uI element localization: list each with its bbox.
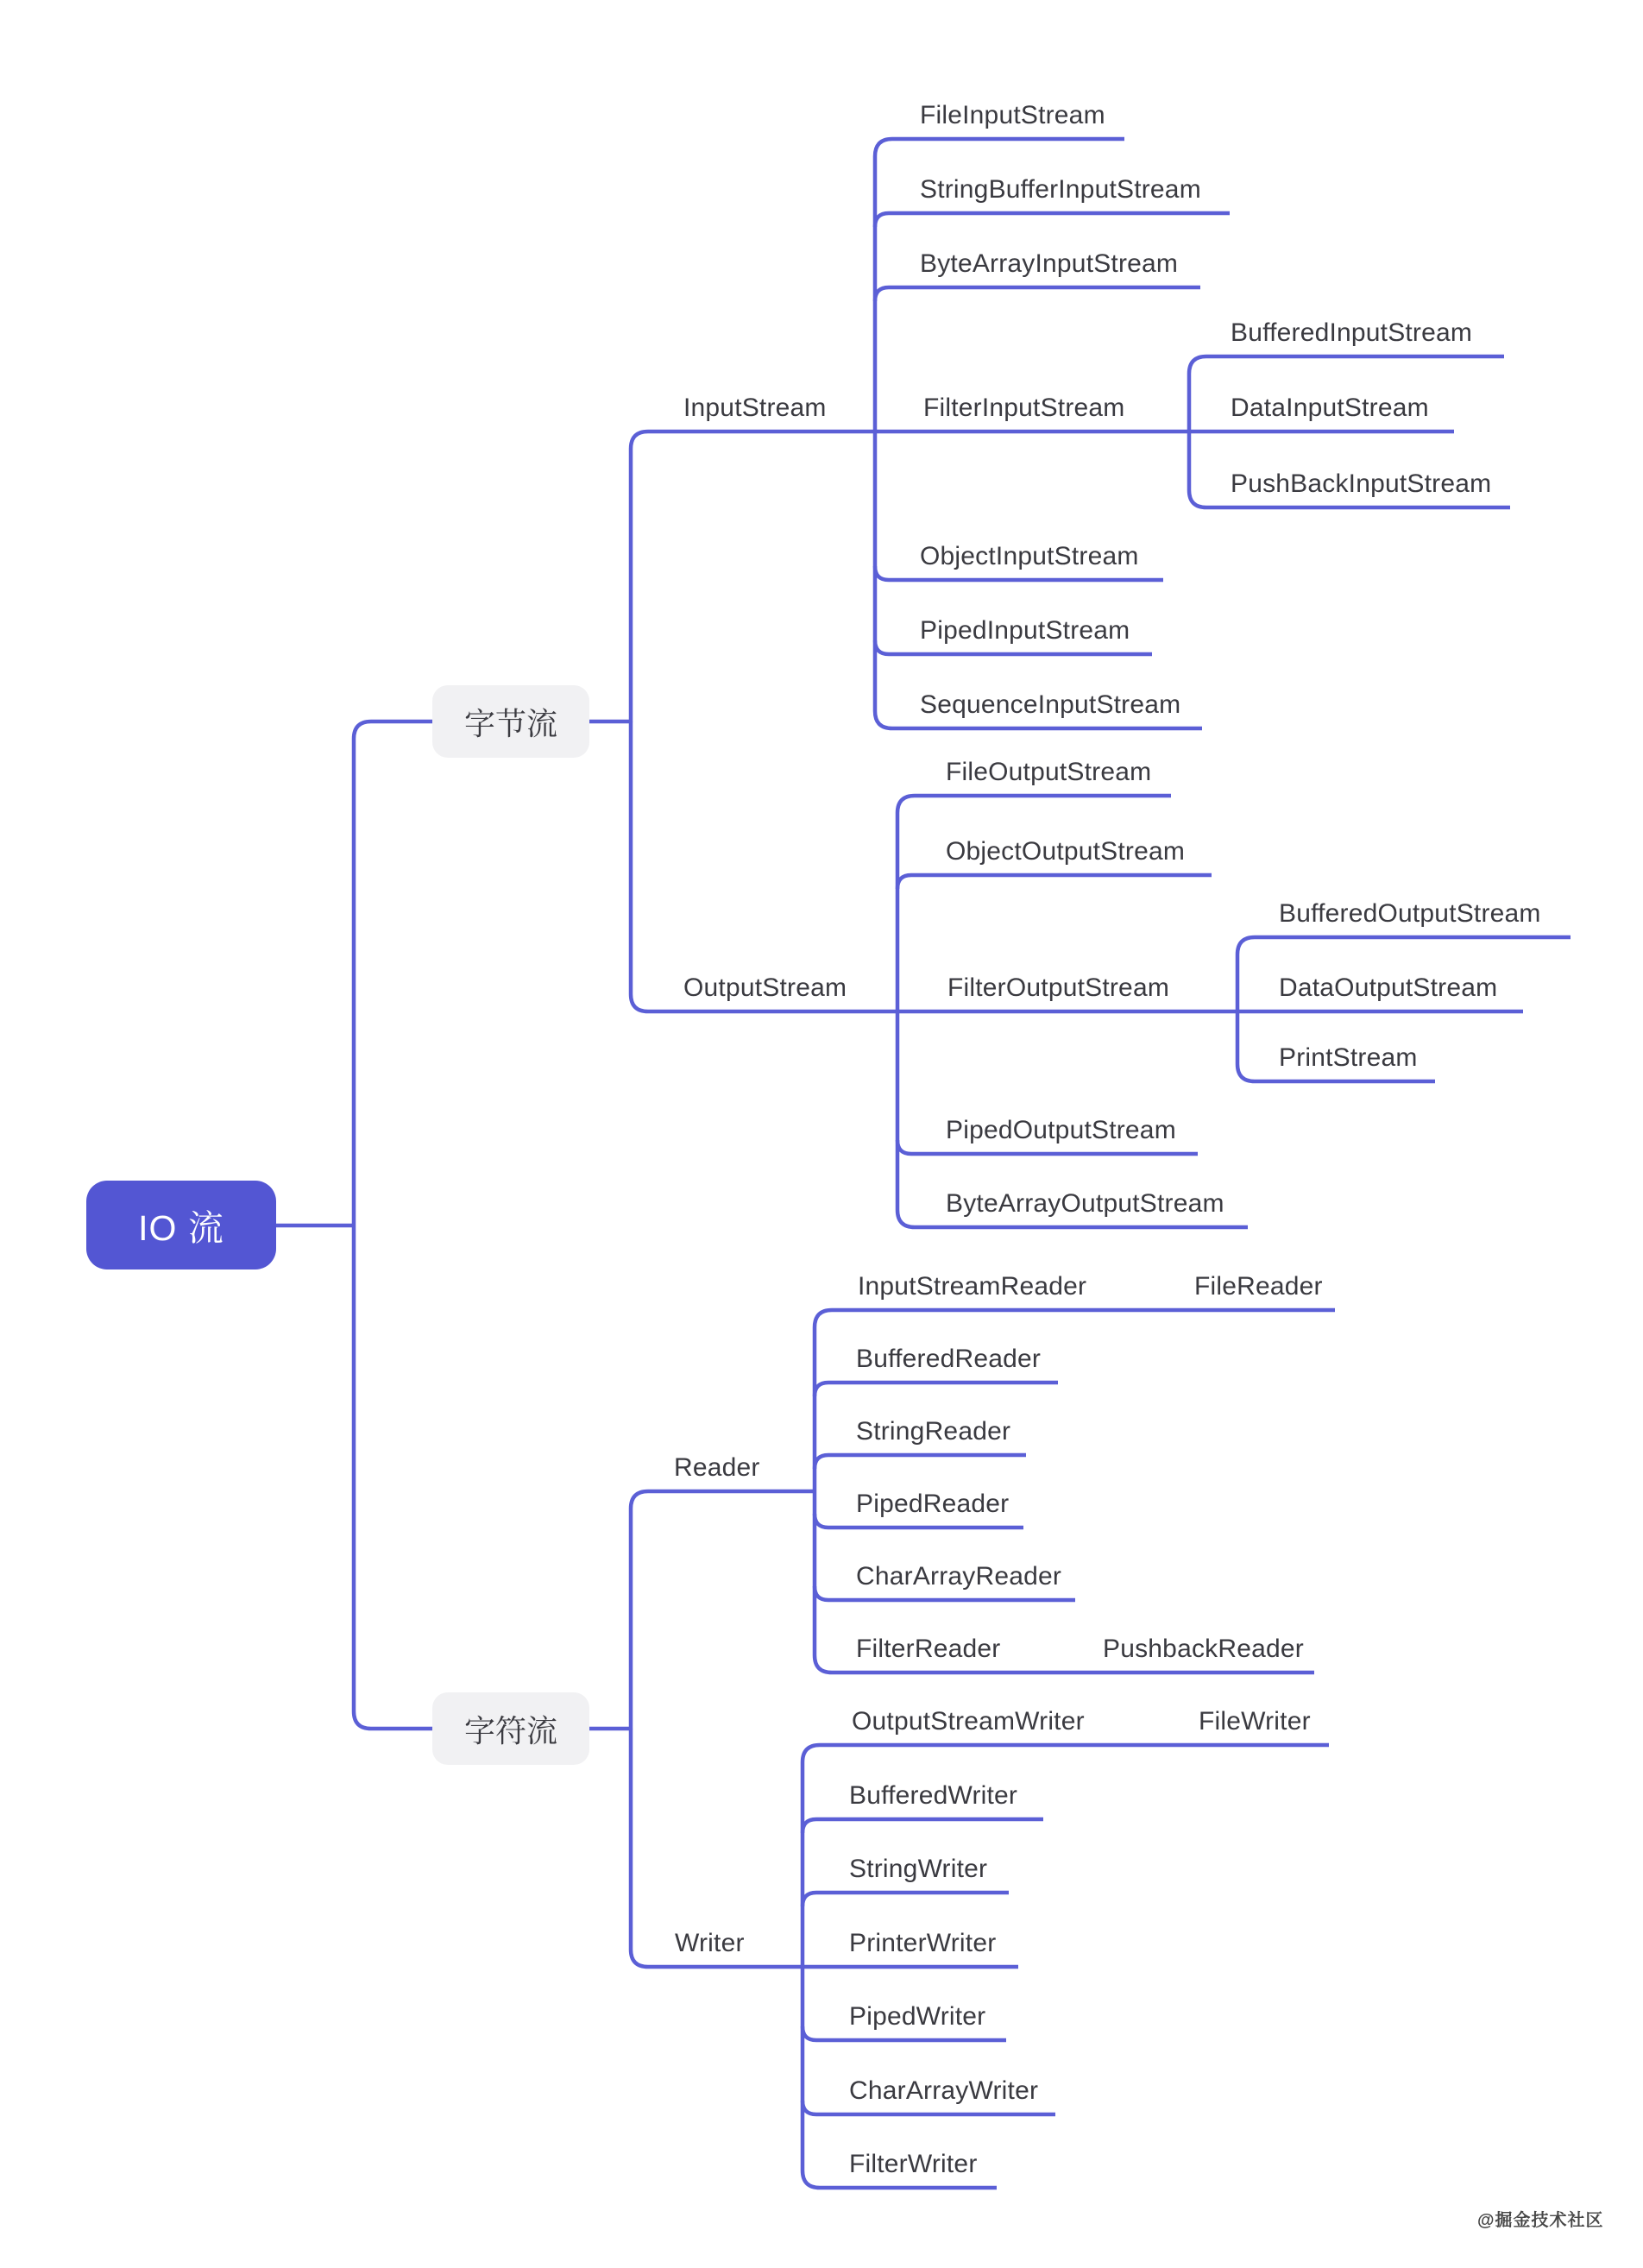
node-fileoutputstream[interactable]: FileOutputStream [946, 758, 1152, 786]
node-pipedwriter[interactable]: PipedWriter [849, 2002, 986, 2031]
node-stringbufferinputstream[interactable]: StringBufferInputStream [920, 175, 1201, 204]
node-fileinputstream[interactable]: FileInputStream [920, 101, 1105, 129]
node-reader[interactable]: Reader [674, 1453, 760, 1482]
node-filewriter[interactable]: FileWriter [1199, 1707, 1311, 1736]
node-bufferedwriter[interactable]: BufferedWriter [849, 1781, 1018, 1810]
node-pushbackinputstream[interactable]: PushBackInputStream [1231, 469, 1492, 498]
node-bufferedinputstream[interactable]: BufferedInputStream [1231, 318, 1473, 347]
node-dataoutputstream[interactable]: DataOutputStream [1279, 973, 1498, 1002]
node-printstream[interactable]: PrintStream [1279, 1043, 1418, 1072]
node-objectoutputstream[interactable]: ObjectOutputStream [946, 837, 1186, 866]
node-printerwriter[interactable]: PrinterWriter [849, 1929, 997, 1957]
node-bufferedreader[interactable]: BufferedReader [856, 1345, 1042, 1373]
node-inputstreamreader[interactable]: InputStreamReader [858, 1272, 1087, 1301]
watermark-text: @掘金技术社区 [1477, 2211, 1604, 2230]
node-filterinputstream[interactable]: FilterInputStream [923, 394, 1125, 422]
node-filereader[interactable]: FileReader [1194, 1272, 1323, 1301]
node-filterreader[interactable]: FilterReader [856, 1635, 1001, 1663]
branch-char-stream[interactable]: 字符流 [432, 1692, 589, 1765]
node-chararraywriter[interactable]: CharArrayWriter [849, 2076, 1039, 2105]
node-objectinputstream[interactable]: ObjectInputStream [920, 542, 1139, 570]
node-pipedoutputstream[interactable]: PipedOutputStream [946, 1116, 1176, 1144]
node-filteroutputstream[interactable]: FilterOutputStream [947, 973, 1170, 1002]
root-node-io-stream[interactable]: IO 流 [86, 1181, 276, 1269]
node-datainputstream[interactable]: DataInputStream [1231, 394, 1429, 422]
node-writer[interactable]: Writer [675, 1929, 745, 1957]
node-pushbackreader[interactable]: PushbackReader [1103, 1635, 1304, 1663]
node-stringwriter[interactable]: StringWriter [849, 1855, 988, 1883]
node-outputstreamwriter[interactable]: OutputStreamWriter [852, 1707, 1085, 1736]
node-pipedreader[interactable]: PipedReader [856, 1490, 1010, 1518]
node-stringreader[interactable]: StringReader [856, 1417, 1011, 1446]
node-bufferedoutputstream[interactable]: BufferedOutputStream [1279, 899, 1541, 928]
node-chararrayreader[interactable]: CharArrayReader [856, 1562, 1062, 1591]
node-pipedinputstream[interactable]: PipedInputStream [920, 616, 1130, 645]
node-bytearrayoutputstream[interactable]: ByteArrayOutputStream [946, 1189, 1224, 1218]
branch-byte-stream[interactable]: 字节流 [432, 685, 589, 758]
node-bytearrayinputstream[interactable]: ByteArrayInputStream [920, 249, 1179, 278]
node-sequenceinputstream[interactable]: SequenceInputStream [920, 690, 1181, 719]
node-filterwriter[interactable]: FilterWriter [849, 2150, 978, 2178]
node-outputstream[interactable]: OutputStream [683, 973, 847, 1002]
node-inputstream[interactable]: InputStream [683, 394, 827, 422]
